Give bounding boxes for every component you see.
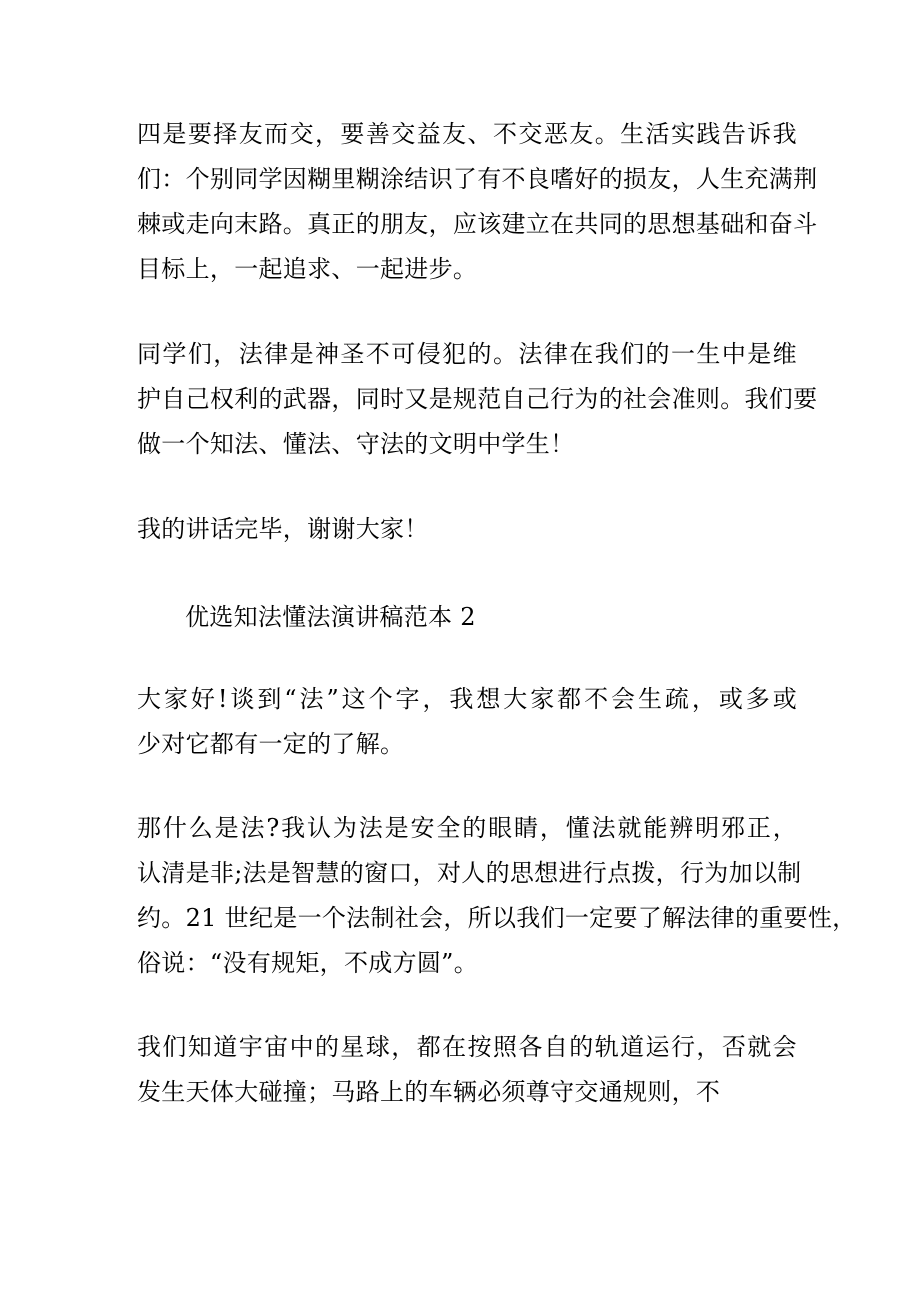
text-line: 目标上，一起追求、一起进步。: [137, 255, 478, 283]
text-line: 认清是非;法是智慧的窗口，对人的思想进行点拨，行为加以制: [137, 859, 802, 887]
paragraph-closing-remark: [137, 507, 797, 552]
text-line: 大家好!谈到“法”这个字，我想大家都不会生疏，或多或: [137, 685, 797, 713]
text-line: 我的讲话完毕，谢谢大家！: [137, 515, 429, 543]
paragraph-choose-friends: [137, 112, 818, 292]
text-line: 俗说：“没有规矩，不成方圆”。: [137, 949, 479, 977]
text-line: 那什么是法?我认为法是安全的眼睛，懂法就能辨明邪正，: [137, 814, 797, 842]
text-line: 护自己权利的武器，同时又是规范自己行为的社会准则。我们要: [137, 385, 818, 413]
text-line: 约。21 世纪是一个法制社会，所以我们一定要了解法律的重要性，: [137, 904, 857, 932]
text-line: 我们知道宇宙中的星球，都在按照各自的轨道运行，否就会: [137, 1033, 797, 1061]
text-line: 做一个知法、懂法、守法的文明中学生！: [137, 430, 575, 458]
text-line: 棘或走向末路。真正的朋友，应该建立在共同的思想基础和奋斗: [137, 210, 818, 238]
text-line: 同学们，法律是神圣不可侵犯的。法律在我们的一生中是维: [137, 340, 797, 368]
text-line: 发生天体大碰撞；马路上的车辆必须尊守交通规则，不: [137, 1078, 721, 1106]
section-heading: 优选知法懂法演讲稿范本 2: [185, 603, 476, 631]
paragraph-law-sacred: [137, 332, 818, 467]
paragraph-greeting: [137, 677, 797, 767]
paragraph-universe-rules: [137, 1025, 797, 1115]
paragraph-what-is-law: [137, 806, 857, 986]
text-line: 四是要择友而交，要善交益友、不交恶友。生活实践告诉我: [137, 120, 797, 148]
text-line: 们：个别同学因糊里糊涂结识了有不良嗜好的损友，人生充满荆: [137, 165, 818, 193]
text-line: 少对它都有一定的了解。: [137, 730, 405, 758]
